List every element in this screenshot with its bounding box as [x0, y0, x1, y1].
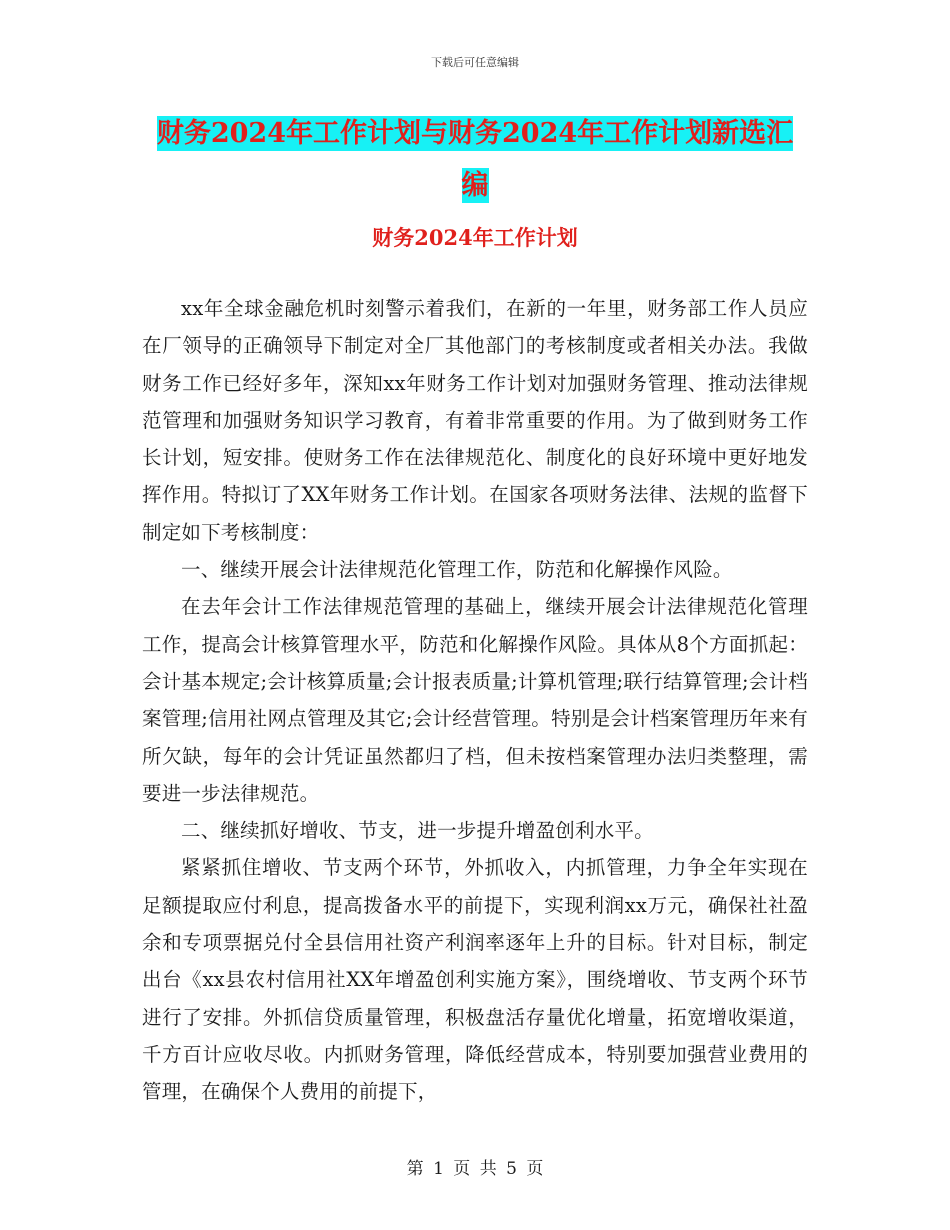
paragraph-accounting: 在去年会计工作法律规范管理的基础上，继续开展会计法律规范化管理工作，提高会计核算管理水平，防范和化解操作风险。具体从8个方面抓起：会计基本规定;会计核算质量;会计报表质量;计算机管理;联行结算管理;会计档案管理;信用社网点管理及其它;会计经营管理。特别是会计档案管理历年来有所欠缺，每年的会计凭证虽然都归了档，但未按档案管理办法归类整理，需要进一步法律规范。: [142, 595, 808, 805]
document-body: [142, 290, 808, 1111]
header-note: 下载后可任意编辑: [431, 56, 519, 69]
paragraph-profit: 紧紧抓住增收、节支两个环节，外抓收入，内抓管理，力争全年实现在足额提取应付利息，提高拨备水平的前提下，实现利润xx万元，确保社社盈余和专项票据兑付全县信用社资产利润率逐年上升的目标。针对目标，制定出台《xx县农村信用社XX年增盈创利实施方案》，围绕增收、节支两个环节进行了安排。外抓信贷质量管理，积极盘活存量优化增量，拓宽增收渠道，千方百计应收尽收。内抓财务管理，降低经营成本，特别要加强营业费用的管理，在确保个人费用的前提下，: [142, 856, 808, 1104]
paragraph-heading-1: 一、继续开展会计法律规范化管理工作，防范和化解操作风险。: [181, 558, 733, 582]
page-footer: 第 1 页 共 5 页: [406, 1159, 544, 1179]
document-title-text: 财务2024年工作计划与财务2024年工作计划新选汇编: [156, 118, 794, 201]
document-title: [150, 108, 800, 212]
section-title: 财务2024年工作计划: [372, 225, 578, 250]
paragraph-intro: xx年全球金融危机时刻警示着我们，在新的一年里，财务部工作人员应在厂领导的正确领导下制定对全厂其他部门的考核制度或者相关办法。我做财务工作已经好多年，深知xx年财务工作计划对加强财务管理、推动法律规范管理和加强财务知识学习教育，有着非常重要的作用。为了做到财务工作长计划，短安排。使财务工作在法律规范化、制度化的良好环境中更好地发挥作用。特拟订了XX年财务工作计划。在国家各项财务法律、法规的监督下制定如下考核制度：: [142, 297, 808, 544]
paragraph-heading-2: 二、继续抓好增收、节支，进一步提升增盈创利水平。: [181, 819, 654, 843]
